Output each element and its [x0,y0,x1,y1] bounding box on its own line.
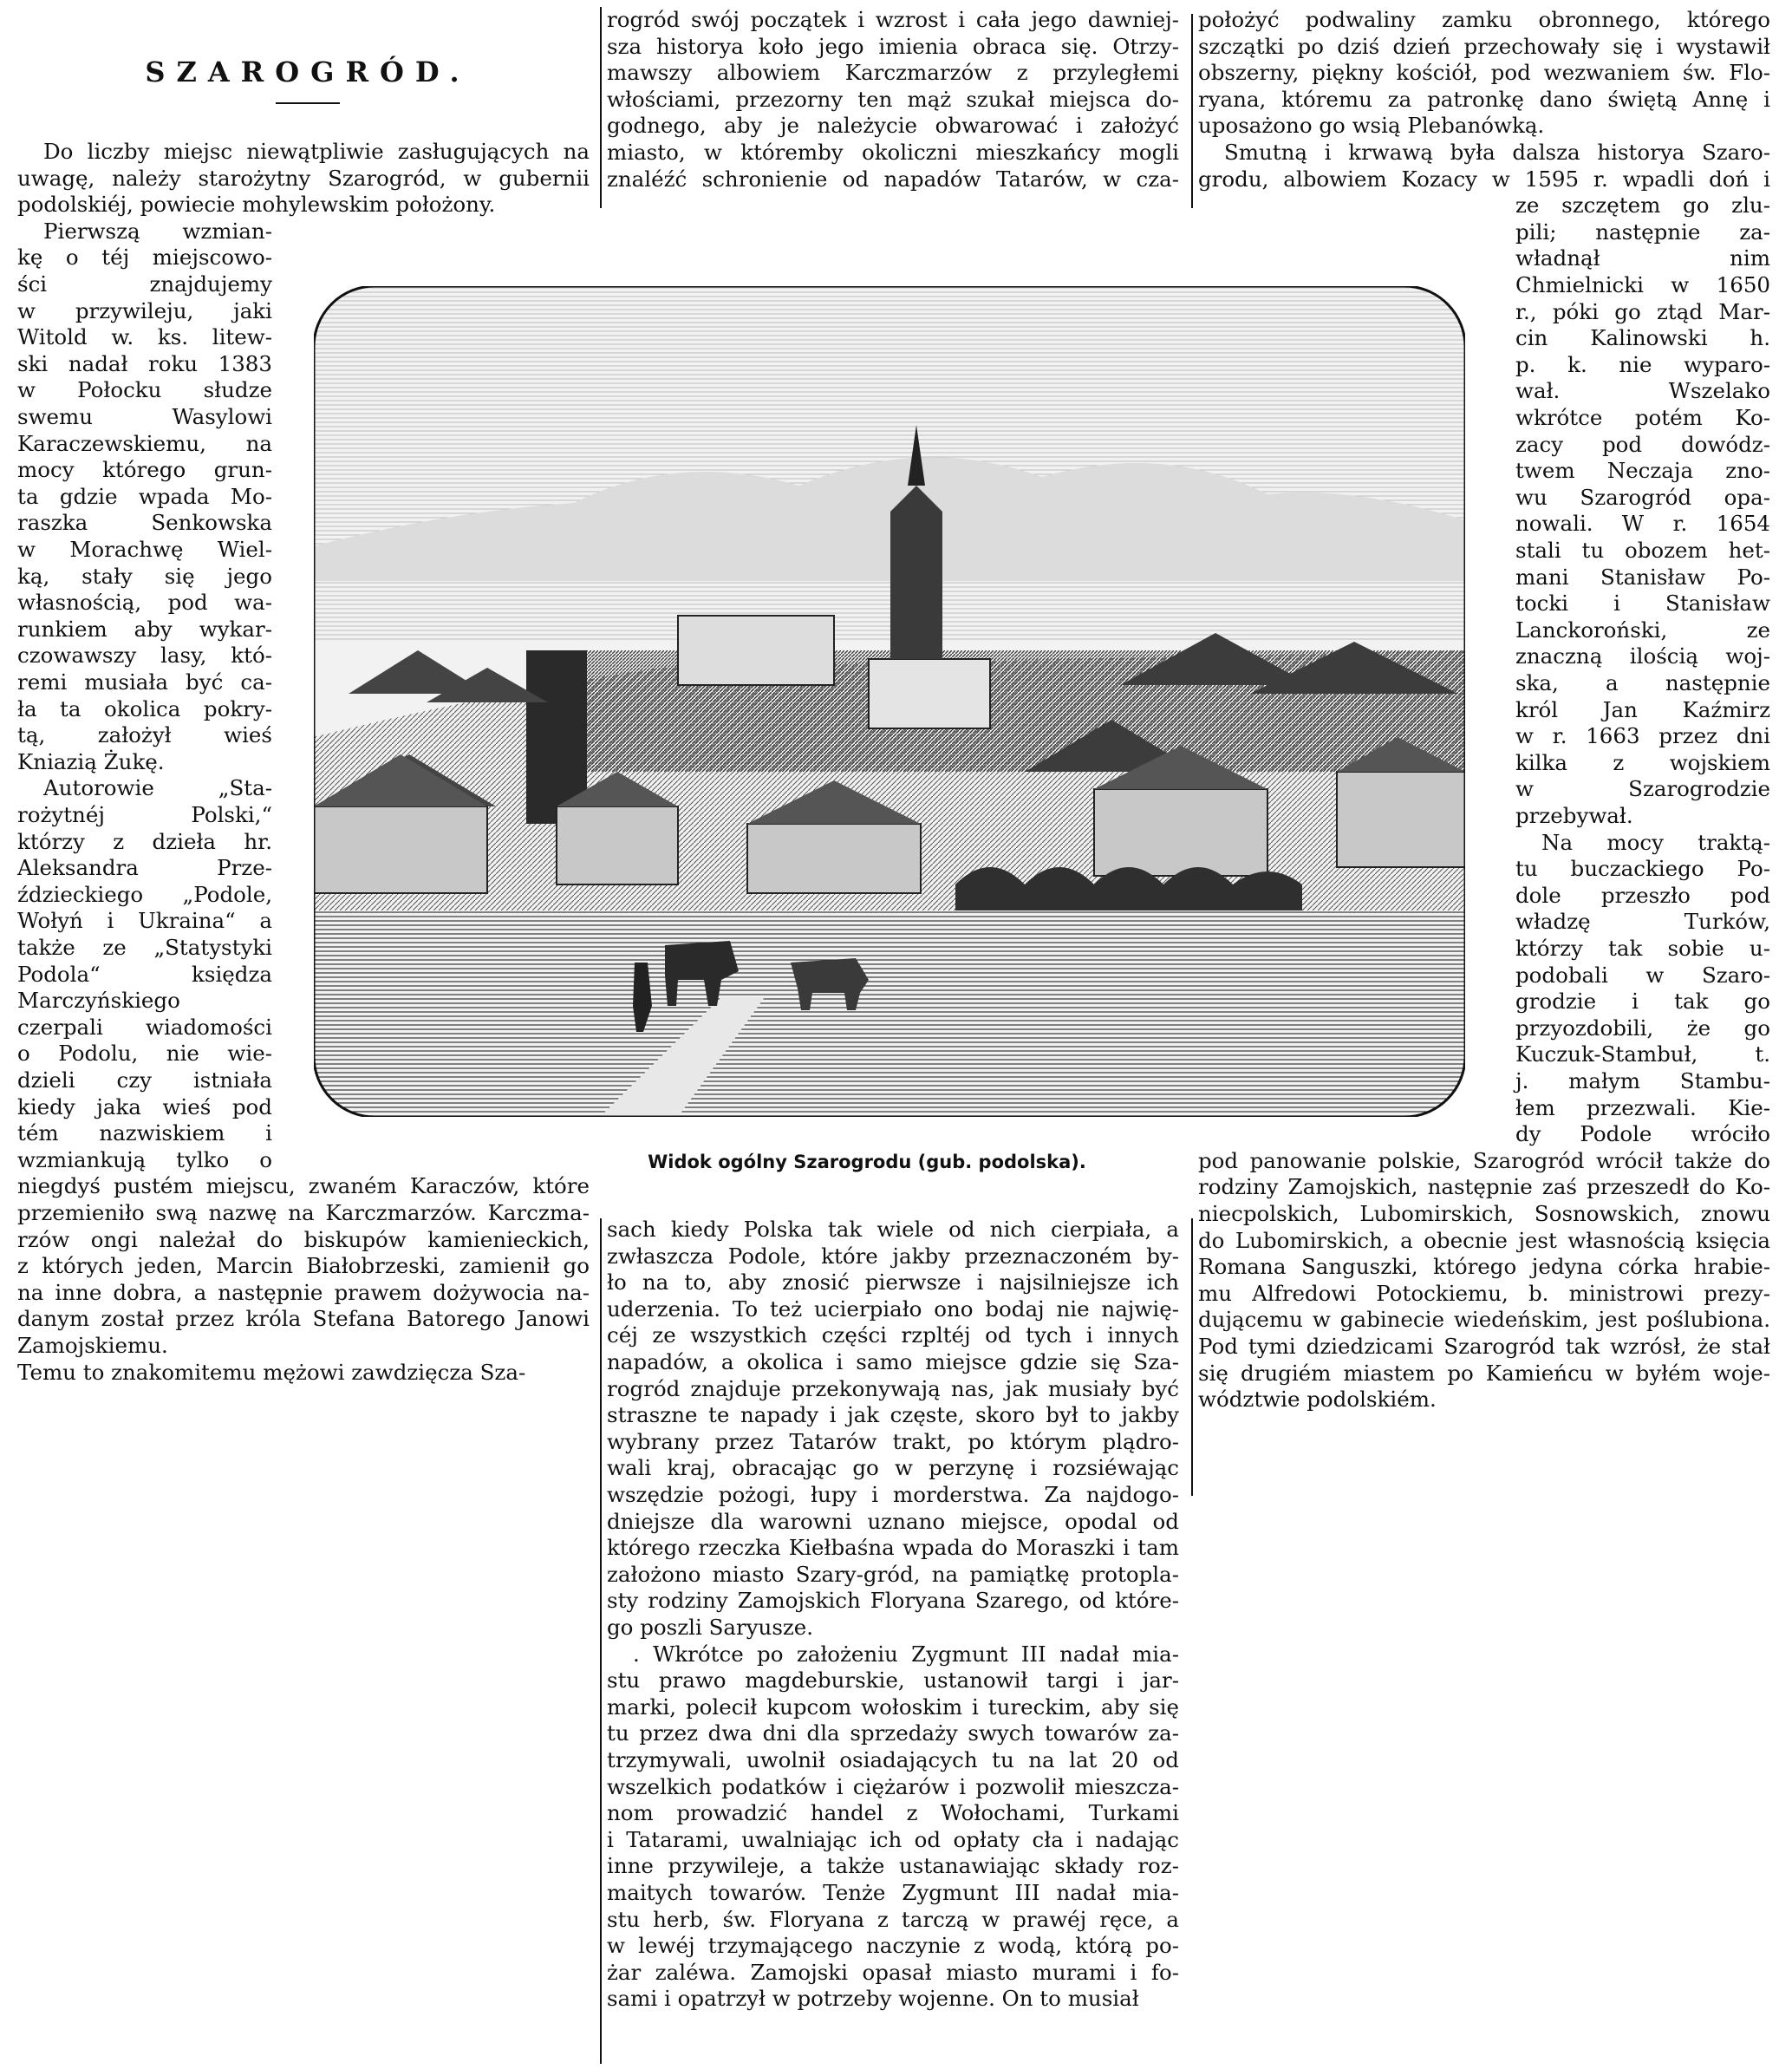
col3-line: twem Neczaja zno- [1515,458,1770,484]
col2-line: żar zaléwa. Zamojski opasał miasto murami i fo- [607,1959,1179,1985]
col1-line: swemu Wasylowi [17,404,272,429]
col1-line: Kniazią Żukę. [17,748,165,774]
col3-line: władnął nim [1515,245,1770,271]
col2-line: godnego, aby je należycie obwarować i założyć [607,113,1179,139]
col2-line: mawszy albowiem Karczmarzów z przyległemi [607,60,1179,86]
col3-line: tocki i Stanisław [1515,591,1770,617]
col2-line: inne przywileje, a także ustanawiając składy roz- [607,1853,1179,1879]
col1-line: uwagę, należy starożytny Szarogród, w gubernii [17,165,590,191]
col2-line: nom prowadzić handel z Wołochami, Turkami [607,1800,1179,1826]
col1-line: w Morachwę Wiel- [17,537,272,562]
col2-line: maitych towarów. Tenże Zygmunt III nadał mia- [607,1880,1179,1905]
col2-line: napadów, a okolica i samo miejsce gdzie się Sza- [607,1349,1179,1374]
col1-line: niegdyś pustém miejscu, zwaném Karaczów, które [17,1173,590,1199]
col1-line: Zamojskiemu. [17,1333,168,1358]
col3-line: Kuczuk-Stambuł, t. [1515,1041,1770,1067]
col1-line: rożytnéj Polski,“ [17,802,272,827]
col1-line: Pierwszą wzmian- [43,218,272,244]
col3-line: Romana Sanguszki, którego jedyna córka hrabie- [1198,1254,1770,1280]
col3-line: Pod tymi dziedzicami Szarogród tak wzrósł, że stał [1198,1334,1770,1359]
col2-line: wali kraj, obracając go w perzynę i rozsiéwając [607,1455,1179,1481]
field [314,910,1465,1117]
col2-line: ło na to, aby znosić pierwsze i najsilniejsze ich [607,1269,1179,1296]
col1-line: w przywileju, jaki [17,297,272,323]
col2-line: w lewéj trzymającego naczynie z wodą, którą po- [607,1933,1179,1959]
col3-line: dole przeszło pod [1515,882,1770,908]
col3-line: ska, a następnie [1515,670,1770,695]
col1-line: Wołyń i Ukraina“ a [17,908,272,934]
col3-line: p. k. nie wyparo- [1515,351,1770,377]
col2-line: wybrany przez Tatarów trakt, po którym plądro- [607,1428,1179,1454]
col1-line: podolskiéj, powiecie mohylewskim położony. [17,192,496,218]
col2-line: i Tatarami, uwalniając ich od opłaty cła i nadając [607,1826,1179,1852]
col2-line: którego rzeczka Kiełbaśna wpada do Moraszki i tam [607,1535,1179,1561]
col2-line: tu przez dwa dni dla sprzedaży swych towarów za- [607,1720,1179,1746]
col2-line: straszne te napady i jak częste, skoro był to jakby [607,1402,1179,1428]
col3-line: wu Szarogród opa- [1515,484,1770,510]
col3-line: w Szarogrodzie [1515,776,1770,802]
col2-line: sach kiedy Polska tak wiele od nich cierpiała, a [607,1217,1179,1242]
col2-line: włościami, przezorny ten mąż szukał miejsca do- [607,86,1179,112]
col1-line: kę o téj miejscowo- [17,245,272,271]
col2-line: rogród swój początek i wzrost i cała jego dawniej- [607,7,1179,32]
col3-line: król Jan Kaźmirz [1515,696,1770,722]
col2-line: stu herb, św. Floryana z tarczą w prawéj ręce, a [607,1906,1179,1932]
col3-line: wał. Wszelako [1515,378,1770,404]
church-tower [890,486,942,659]
col3-line: pili; następnie za- [1515,219,1770,245]
col1-line: Karaczewskiemu, na [17,430,272,456]
col2-line: go poszli Saryusze. [607,1615,814,1640]
col1-line: ści znajdujemy [17,271,272,297]
column-rule-1-top [600,7,602,208]
column-rule-2-top [1191,14,1193,208]
col1-line: danym został przez króla Stefana Batorego Janowi [17,1306,590,1332]
col2-line: rogród znajduje przekonywają nas, jak musiały być [607,1375,1179,1401]
col1-line: Witold w. ks. litew- [17,324,272,350]
col3-line: uposażono go wsią Plebanówką. [1198,113,1545,139]
col2-line: sami i opatrzył w potrzeby wojenne. On to musiał [607,1986,1139,2012]
col3-line: rodziny Zamojskich, następnie zaś przeszedł do Ko- [1198,1174,1770,1200]
col2-line: miasto, w któremby okoliczni mieszkańcy mogli [607,140,1179,165]
col1-line: Temu to znakomitemu mężowi zawdzięcza Sza- [17,1359,526,1385]
col1-line: ta gdzie wpada Mo- [17,483,272,509]
col3-line: zacy pod dowódz- [1515,431,1770,457]
col1-line: o Podolu, nie wie- [17,1041,272,1067]
col1-line: tém nazwiskiem i [17,1120,272,1146]
col3-line: ze szczętem go zlu- [1515,193,1770,219]
col3-line: wkrótce potém Ko- [1515,405,1770,430]
col3-line: Na mocy traktą- [1541,829,1770,855]
col1-line: rzów ongi należał do biskupów kamienieckich, [17,1226,590,1252]
castle-building [678,616,834,685]
col1-line: Aleksandra Prze- [17,855,272,881]
col3-line: dy Podole wróciło [1515,1121,1770,1147]
col1-line: przemieniło swą nazwę na Karczmarzów. Karczma- [17,1200,590,1225]
column-rule-1-bottom [600,1218,602,2064]
col1-line: mocy którego grun- [17,457,272,483]
col3-line: mani Stanisław Po- [1515,564,1770,590]
col3-line: władzę Turków, [1515,909,1770,935]
col2-line: sty rodziny Zamojskich Floryana Szarego, od które- [607,1588,1179,1614]
col3-line: łem przezwali. Kie- [1515,1094,1770,1120]
col1-line: Marczyńskiego [17,988,180,1014]
col2-line: céj ze wszystkich części rzpltéj od tych i innych [607,1322,1179,1348]
col2-line: sza historya koło jego imienia obraca się. Otrzy- [607,33,1179,59]
col1-line: czowawszy lasy, któ- [17,643,272,669]
col2-line: założono miasto Szary-gród, na pamiątkę protopla- [607,1561,1179,1587]
col1-line: ski nadał roku 1383 [17,350,272,376]
col3-line: grodzie i tak go [1515,989,1770,1015]
col3-line: położyć podwaliny zamku obronnego, którego [1198,7,1770,32]
page-title: SZAROGRÓD. [145,55,471,88]
col1-line: Podola“ księdza [17,961,272,987]
col1-line: raszka Senkowska [17,510,272,536]
col3-line: szczątki po dziś dzień przechowały się i wystawił [1198,33,1770,59]
col3-line: dującemu w gabinecie wiedeńskim, jest poślubiona. [1198,1307,1770,1333]
col2-line: . Wkrótce po założeniu Zygmunt III nadał mia- [633,1641,1179,1667]
col2-line: stu prawo magdeburskie, ustanowił targi i jar- [607,1668,1179,1694]
col1-line: na inne dobra, a następnie prawem dożywocia na- [17,1279,590,1305]
col3-line: Smutną i krwawą była dalsza historya Szaro- [1224,140,1770,165]
col2-line: zwłaszcza Podole, które jakby przeznaczoném by- [607,1243,1179,1269]
col1-line: własnością, pod wa- [17,590,272,616]
col1-line: kiedy jaka wieś pod [17,1093,272,1119]
col3-line: Chmielnicki w 1650 [1515,272,1770,297]
col1-line: Do liczby miejsc niewątpliwie zasługujących na [43,139,590,164]
col1-line: także ze „Statystyki [17,935,272,960]
col1-line: ką, stały się jego [17,563,272,589]
col2-line: marki, polecił kupcom wołoskim i tureckim, aby się [607,1694,1179,1720]
col3-line: w r. 1663 przez dni [1515,723,1770,749]
col3-line: ryana, któremu za patronkę dano świętą Annę i [1198,86,1770,112]
col1-line: runkiem aby wykar- [17,616,272,642]
col1-line: dzieli czy istniała [17,1067,272,1093]
church-body [869,659,990,728]
illustration-caption: Widok ogólny Szarogrodu (gub. podolska). [648,1152,1086,1172]
col3-line: nowali. W r. 1654 [1515,511,1770,537]
col3-line: przyozdobili, że go [1515,1015,1770,1041]
col3-line: podobali w Szaro- [1515,962,1770,988]
col3-line: grodu, albowiem Kozacy w 1595 r. wpadli doń i [1198,166,1770,192]
col3-line: tu buczackiego Po- [1515,856,1770,882]
col3-line: kilka z wojskiem [1515,749,1770,775]
col2-line: wszędzie pożogi, łupy i morderstwa. Za najdogo- [607,1482,1179,1507]
col3-line: r., póki go ztąd Mar- [1515,298,1770,324]
col1-line: którzy z dzieła hr. [17,828,272,854]
col3-line: do Lubomirskich, a obecnie jest własnością księcia [1198,1227,1770,1253]
col1-line: wzmiankują tylko o [17,1146,272,1172]
col1-line: w Połocku słudze [17,377,272,403]
col3-line: się drugiém miastem po Kamieńcu w byłém woje- [1198,1360,1770,1386]
col2-line: znaléźć schronienie od napadów Tatarów, w cza- [607,166,1179,192]
col3-line: stali tu obozem het- [1515,538,1770,563]
engraving-view-of-szarogrod [314,286,1465,1117]
col1-line: ła ta okolica pokry- [17,695,272,721]
col1-line: z których jeden, Marcin Białobrzeski, zamienił go [17,1253,590,1279]
col3-line: znaczną ilością woj- [1515,643,1770,669]
col1-line: czerpali wiadomości [17,1014,272,1040]
col3-line: niecpolskich, Lubomirskich, Sosnowskich, znowu [1198,1201,1770,1226]
col3-line: cin Kalinowski h. [1515,325,1770,351]
title-rule [276,102,340,104]
col3-line: Lanckoroński, ze [1515,617,1770,643]
column-rule-2-bottom [1191,1218,1193,1496]
col2-line: wszelkich podatków i ciężarów i pozwolił mieszcza- [607,1773,1179,1799]
col3-line: przebywał. [1515,803,1633,828]
col1-line: Autorowie „Sta- [43,775,272,801]
col3-line: pod panowanie polskie, Szarogród wrócił także do [1198,1147,1770,1173]
col3-line: mu Alfredowi Potockiemu, b. ministrowi prezy- [1198,1280,1770,1306]
col3-line: którzy tak sobie u- [1515,936,1770,961]
col2-line: trzymywali, uwolnił osiadających tu na lat 20 od [607,1747,1179,1772]
col3-line: obszerny, piękny kościół, pod wezwaniem św. Flo- [1198,60,1770,86]
col1-line: ździeckiego „Podole, [17,881,272,907]
col3-line: j. małym Stambu- [1515,1068,1770,1093]
col1-line: tą, założył wieś [17,722,272,748]
col2-line: dniejsze dla warowni uznano miejsce, opodal od [607,1508,1179,1534]
col2-line: uderzenia. To też ucierpiało ono bodaj nie najwię- [607,1296,1179,1322]
col1-line: remi musiała być ca- [17,669,272,695]
col3-line: wództwie podolskiém. [1198,1387,1437,1413]
